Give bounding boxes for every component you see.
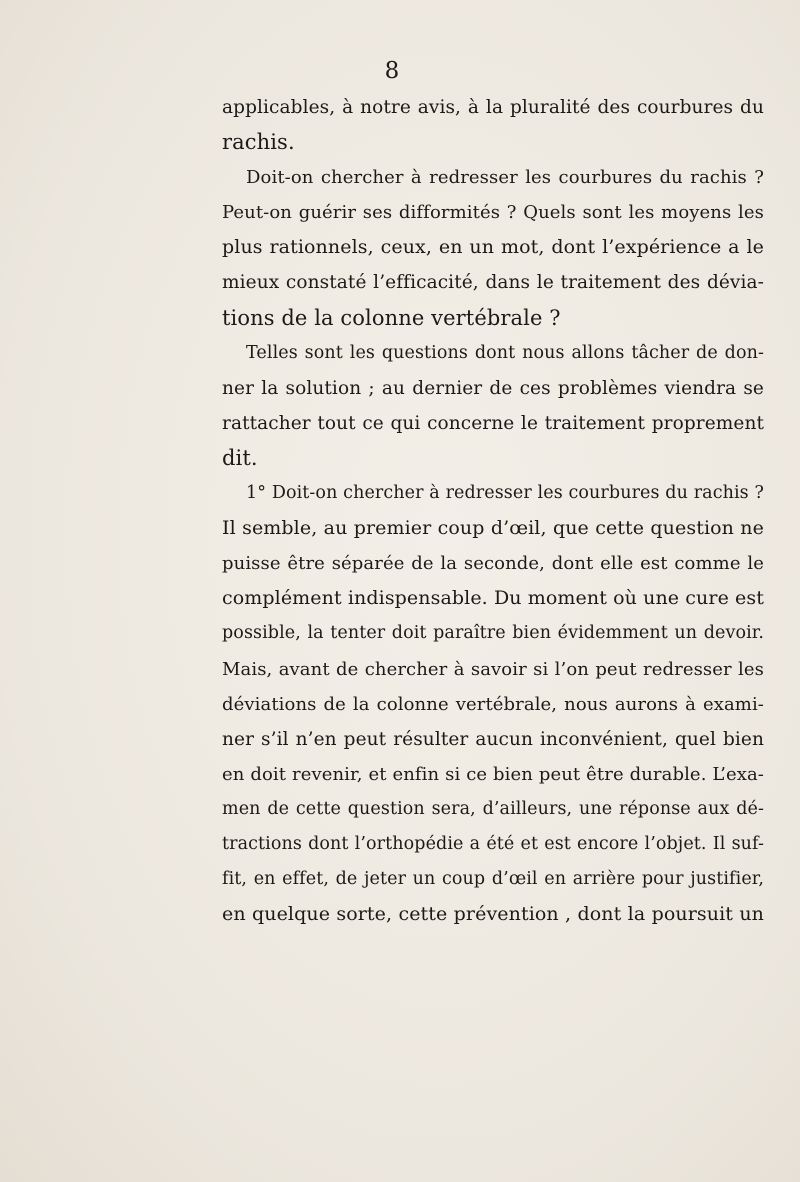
text-line: en doit revenir, et enfin si ce bien peut être durable. L’exa- [222,763,764,785]
text-line: dit. [222,445,258,470]
text-line: ner la solution ; au dernier de ces problèmes viendra se [222,377,764,399]
text-line: 1° Doit-on chercher à redresser les courbures du rachis ? [246,483,764,504]
text-line: Peut-on guérir ses difformités ? Quels sont les moyens les [222,202,764,224]
text-line: ner s’il n’en peut résulter aucun inconvénient, quel bien [222,728,764,750]
text-line: Doit-on chercher à redresser les courbures du rachis ? [246,167,764,189]
text-line: men de cette question sera, d’ailleurs, une réponse aux dé- [222,798,764,819]
text-line: déviations de la colonne vertébrale, nous aurons à exami- [222,693,764,715]
text-line: tions de la colonne vertébrale ? [222,305,561,330]
text-line: Il semble, au premier coup d’œil, que cette question ne [222,517,764,540]
text-line: Telles sont les questions dont nous allons tâcher de don- [246,342,764,363]
text-line: possible, la tenter doit paraître bien évidemment un devoir. [222,623,764,644]
text-line: mieux constaté l’efficacité, dans le traitement des dévia- [222,272,764,294]
text-line: applicables, à notre avis, à la pluralité des courbures du [222,97,764,118]
text-line: complément indispensable. Du moment où une cure est [222,587,764,610]
text-line: fit, en effet, de jeter un coup d’œil en arrière pour justifier, [222,869,764,890]
body-text [222,90,764,932]
text-line: plus rationnels, ceux, en un mot, dont l’expérience a le [222,236,764,259]
text-line: tractions dont l’orthopédie a été et est encore l’objet. Il suf- [222,833,764,854]
text-line: en quelque sorte, cette prévention , dont la poursuit un [222,903,764,926]
page-number: 8 [384,58,400,84]
text-line: rattacher tout ce qui concerne le traitement proprement [222,412,764,434]
text-line: rachis. [222,130,295,155]
text-line: puisse être séparée de la seconde, dont elle est comme le [222,553,764,575]
text-line: Mais, avant de chercher à savoir si l’on peut redresser les [222,658,764,680]
